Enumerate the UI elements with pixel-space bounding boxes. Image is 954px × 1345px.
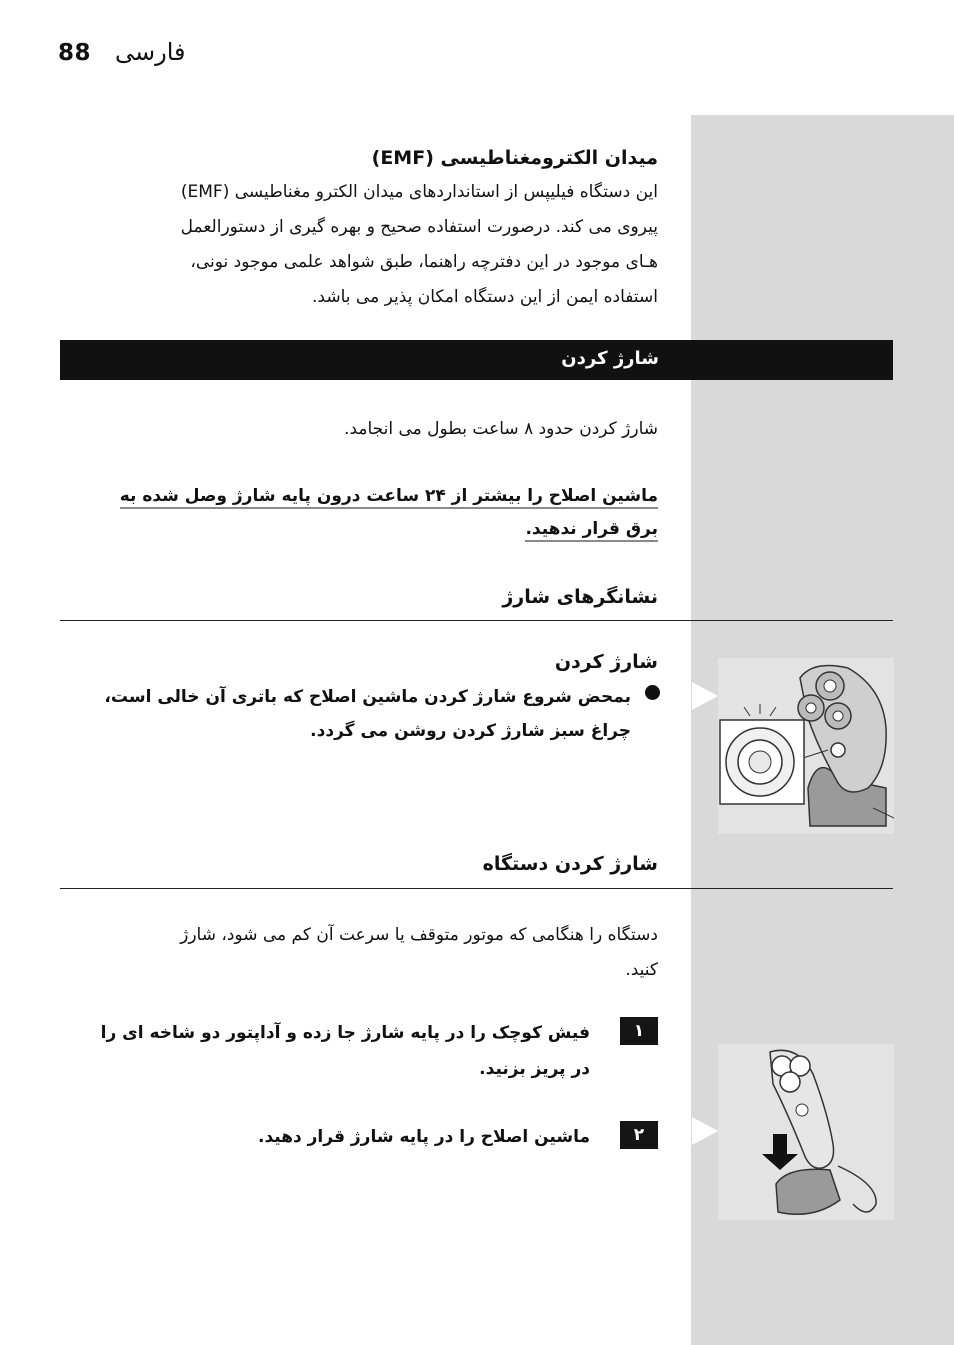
step-number-badge: ۲: [620, 1121, 658, 1149]
intro-line: کنید.: [625, 960, 658, 980]
section-header-bar: [60, 340, 893, 380]
emf-heading: میدان الکترومغناطیسی (EMF): [371, 147, 658, 169]
place-in-stand-illustration: [718, 1044, 894, 1220]
indicator-bullet-text: [31, 680, 631, 748]
emf-line: استفاده ایمن از این دستگاه امکان پذیر می باشد.: [312, 287, 658, 307]
shaver-stand-icon: [718, 1044, 894, 1220]
pointer-arrow-icon: [692, 1117, 718, 1145]
section-divider: [60, 888, 893, 889]
warning-block: [48, 480, 658, 546]
intro-line: دستگاه را هنگامی که موتور متوقف یا سرعت آن کم می شود، شارژ: [180, 925, 658, 945]
emf-line: این دستگاه فیلیپس از استانداردهای میدان الکترو مغناطیسی (EMF): [180, 182, 658, 202]
section-title: شارژ کردن: [561, 348, 659, 369]
page-number: 88: [58, 40, 92, 66]
device-charge-heading: شارژ کردن دستگاه: [482, 853, 658, 875]
warning-line: ماشین اصلاح را بیشتر از ۲۴ ساعت درون پایه شارژ وصل شده به: [120, 486, 658, 509]
indicators-heading: نشانگرهای شارژ: [502, 586, 658, 608]
step-text: [10, 1015, 590, 1087]
step-line: فیش کوچک را در پایه شارژ جا زده و آداپتور دو شاخه ای را: [100, 1023, 590, 1043]
step-line: ماشین اصلاح را در پایه شارژ قرار دهید.: [257, 1127, 590, 1147]
bullet-line: بمحض شروع شارژ کردن ماشین اصلاح که باتری آن خالی است،: [104, 687, 631, 707]
step-text: [10, 1119, 590, 1155]
charging-time-text: شارژ کردن حدود ۸ ساعت بطول می انجامد.: [344, 419, 658, 439]
bullet-icon: [645, 685, 660, 700]
indicators-subheading: شارژ کردن: [554, 651, 658, 673]
pointer-arrow-icon: [692, 682, 718, 710]
emf-paragraph: [48, 175, 658, 315]
section-divider: [60, 620, 893, 621]
bullet-line: چراغ سبز شارژ کردن روشن می گردد.: [310, 721, 631, 741]
emf-line: پیروی می کند. درصورت استفاده صحیح و بهره گیری از دستورالعمل: [180, 217, 658, 237]
warning-line: برق قرار ندهید.: [525, 519, 658, 542]
shaver-light-icon: [718, 658, 894, 834]
device-charge-intro: [48, 918, 658, 988]
page-language-label: فارسی: [115, 38, 186, 66]
step-number-badge: ۱: [620, 1017, 658, 1045]
emf-line: هـای موجود در این دفترچه راهنما، طبق شواهد علمی موجود نونی،: [190, 252, 658, 272]
charge-light-illustration: [718, 658, 894, 834]
step-line: در پریز بزنید.: [479, 1059, 590, 1079]
